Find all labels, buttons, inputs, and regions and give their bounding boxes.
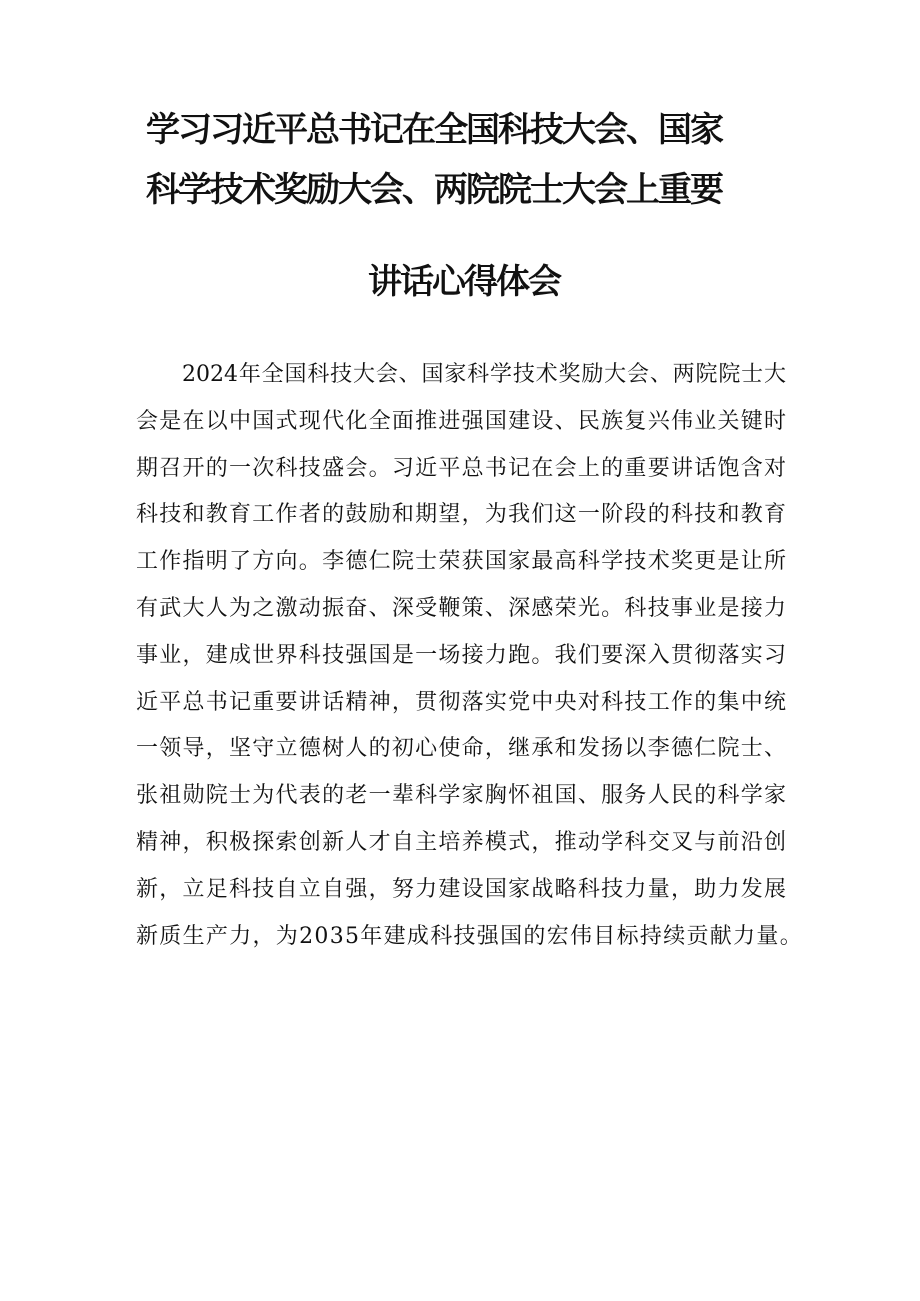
- title-line-1: 学习习近平总书记在全国科技大会、国家: [146, 110, 722, 150]
- paragraph-line-3: 期召开的一次科技盛会。习近平总书记在会上的重要讲话饱含对: [136, 456, 786, 481]
- paragraph-line-9: 一领导，坚守立德树人的初心使命，继承和发扬以李德仁院士、: [136, 736, 786, 761]
- paragraph-line-10: 张祖勋院士为代表的老一辈科学家胸怀祖国、服务人民的科学家: [136, 783, 786, 808]
- paragraph-line-7: 事业，建成世界科技强国是一场接力跑。我们要深入贯彻落实习: [136, 643, 786, 668]
- title-line-2: 科学技术奖励大会、两院院士大会上重要: [146, 170, 722, 210]
- paragraph-line-4: 科技和教育工作者的鼓励和期望，为我们这一阶段的科技和教育: [136, 502, 786, 527]
- paragraph-line-1: 2024年全国科技大会、国家科学技术奖励大会、两院院士大: [182, 362, 786, 387]
- paragraph-line-5: 工作指明了方向。李德仁院士荣获国家最高科学技术奖更是让所: [136, 549, 786, 574]
- paragraph-line-6: 有武大人为之激动振奋、深受鞭策、深感荣光。科技事业是接力: [136, 596, 786, 621]
- title-line-3: 讲话心得体会: [368, 262, 560, 302]
- paragraph-line-11: 精神，积极探索创新人才自主培养模式，推动学科交叉与前沿创: [136, 830, 786, 855]
- paragraph-line-13: 新质生产力，为2035年建成科技强国的宏伟目标持续贡献力量。: [136, 924, 803, 949]
- paragraph-line-12: 新，立足科技自立自强，努力建设国家战略科技力量，助力发展: [136, 877, 786, 902]
- paragraph-line-2: 会是在以中国式现代化全面推进强国建设、民族复兴伟业关键时: [136, 409, 786, 434]
- paragraph-line-8: 近平总书记重要讲话精神，贯彻落实党中央对科技工作的集中统: [136, 690, 786, 715]
